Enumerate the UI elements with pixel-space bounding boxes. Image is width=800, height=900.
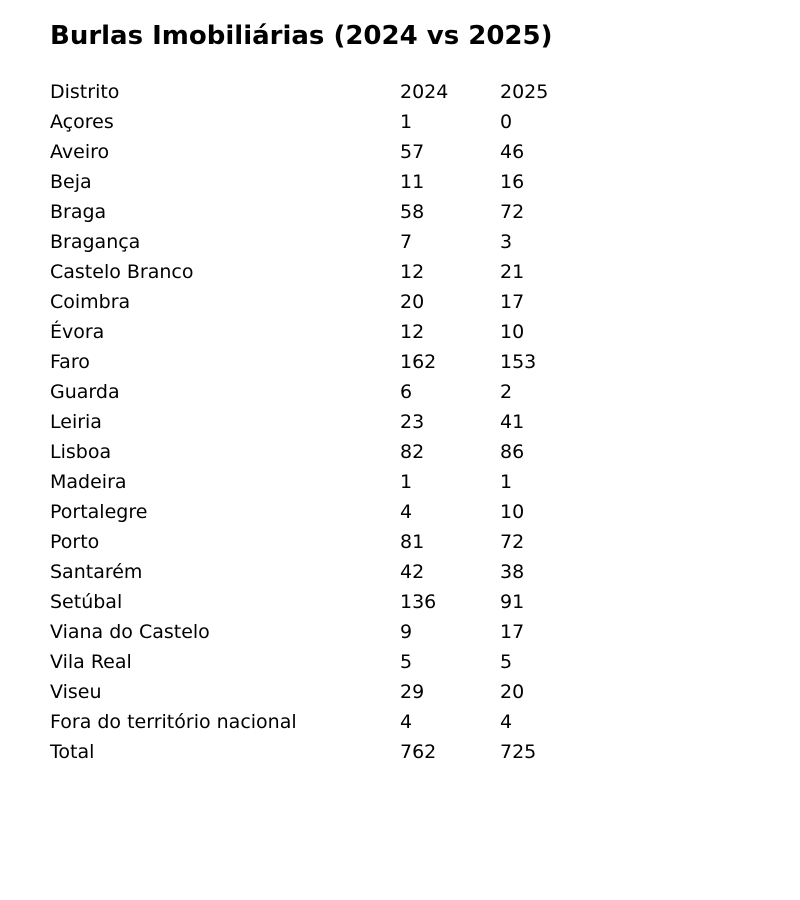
value-2025-cell: 38 [500, 561, 525, 583]
value-2024-cell: 5 [400, 651, 413, 673]
value-2024-cell: 12 [400, 321, 425, 343]
value-2024-cell: 762 [400, 741, 437, 763]
distrito-cell: Beja [50, 171, 92, 193]
value-2024-cell: 23 [400, 411, 425, 433]
value-2025-cell: 725 [500, 741, 537, 763]
value-2024-cell: 1 [400, 111, 413, 133]
table-row [50, 437, 600, 467]
table-row [50, 677, 600, 707]
value-2025-cell: 72 [500, 201, 525, 223]
value-2024-cell: 81 [400, 531, 425, 553]
column-header-distrito: Distrito [50, 81, 120, 103]
table-row [50, 647, 600, 677]
distrito-cell: Braga [50, 201, 107, 223]
table-row [50, 197, 600, 227]
table-header-row [50, 77, 600, 107]
value-2025-cell: 0 [500, 111, 513, 133]
value-2024-cell: 9 [400, 621, 413, 643]
value-2025-cell: 1 [500, 471, 513, 493]
distrito-cell: Açores [50, 111, 114, 133]
table-row [50, 497, 600, 527]
table-row [50, 467, 600, 497]
value-2025-cell: 46 [500, 141, 525, 163]
distrito-cell: Lisboa [50, 441, 112, 463]
distrito-cell: Santarém [50, 561, 143, 583]
value-2024-cell: 11 [400, 171, 425, 193]
value-2024-cell: 20 [400, 291, 425, 313]
value-2025-cell: 10 [500, 321, 525, 343]
value-2025-cell: 72 [500, 531, 525, 553]
distrito-cell: Bragança [50, 231, 141, 253]
table-row [50, 347, 600, 377]
table-row [50, 407, 600, 437]
column-header-2024: 2024 [400, 81, 449, 103]
value-2025-cell: 21 [500, 261, 525, 283]
value-2025-cell: 17 [500, 621, 525, 643]
value-2024-cell: 57 [400, 141, 425, 163]
distrito-cell: Leiria [50, 411, 102, 433]
table-row [50, 107, 600, 137]
value-2025-cell: 16 [500, 171, 525, 193]
value-2025-cell: 2 [500, 381, 513, 403]
total-row [50, 737, 600, 767]
table-body [50, 107, 600, 767]
distrito-cell: Aveiro [50, 141, 110, 163]
value-2025-cell: 5 [500, 651, 513, 673]
distrito-cell: Faro [50, 351, 90, 373]
value-2024-cell: 4 [400, 711, 413, 733]
value-2024-cell: 4 [400, 501, 413, 523]
table-row [50, 137, 600, 167]
table-row [50, 377, 600, 407]
value-2024-cell: 12 [400, 261, 425, 283]
distrito-cell: Setúbal [50, 591, 123, 613]
table-row [50, 557, 600, 587]
value-2024-cell: 82 [400, 441, 425, 463]
chart-title: Burlas Imobiliárias (2024 vs 2025) [50, 21, 553, 51]
table-row [50, 617, 600, 647]
distrito-cell: Évora [50, 321, 105, 343]
distrito-cell: Viana do Castelo [50, 621, 210, 643]
distrito-cell: Fora do território nacional [50, 711, 297, 733]
column-header-2025: 2025 [500, 81, 549, 103]
table-row [50, 587, 600, 617]
distrito-cell: Guarda [50, 381, 120, 403]
table-row [50, 527, 600, 557]
value-2024-cell: 136 [400, 591, 437, 613]
data-table [50, 77, 600, 767]
value-2024-cell: 6 [400, 381, 413, 403]
value-2024-cell: 29 [400, 681, 425, 703]
value-2024-cell: 1 [400, 471, 413, 493]
value-2025-cell: 17 [500, 291, 525, 313]
distrito-cell: Castelo Branco [50, 261, 194, 283]
value-2025-cell: 20 [500, 681, 525, 703]
value-2024-cell: 7 [400, 231, 413, 253]
value-2025-cell: 86 [500, 441, 525, 463]
table-row [50, 287, 600, 317]
table-row [50, 227, 600, 257]
value-2025-cell: 41 [500, 411, 525, 433]
distrito-cell: Coimbra [50, 291, 131, 313]
table-row [50, 167, 600, 197]
value-2024-cell: 162 [400, 351, 437, 373]
value-2025-cell: 153 [500, 351, 537, 373]
distrito-cell: Viseu [50, 681, 102, 703]
distrito-cell: Portalegre [50, 501, 148, 523]
table-row [50, 707, 600, 737]
distrito-cell: Madeira [50, 471, 127, 493]
table-row [50, 257, 600, 287]
value-2025-cell: 3 [500, 231, 513, 253]
distrito-cell: Porto [50, 531, 100, 553]
value-2025-cell: 4 [500, 711, 513, 733]
value-2024-cell: 42 [400, 561, 425, 583]
distrito-cell: Vila Real [50, 651, 132, 673]
distrito-cell: Total [50, 741, 95, 763]
value-2025-cell: 10 [500, 501, 525, 523]
table-row [50, 317, 600, 347]
value-2025-cell: 91 [500, 591, 525, 613]
value-2024-cell: 58 [400, 201, 425, 223]
